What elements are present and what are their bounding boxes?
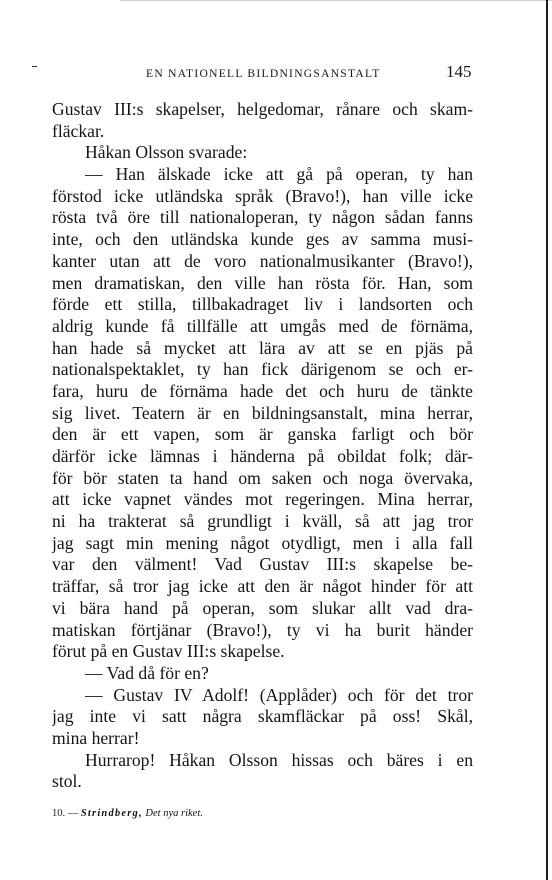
body-text: [52, 99, 473, 793]
signature-number: 10.: [52, 808, 66, 819]
text-line: kanter utan att de voro nationalmusikanter (Bravo!),: [52, 250, 473, 271]
text-line: men dramatiskan, den ville han rösta för. Han, som: [52, 272, 473, 293]
text-line: för bör staten ta hand om saken och noga övervaka,: [52, 467, 473, 488]
text-line: sig livet. Teatern är en bildningsanstalt, mina herrar,: [52, 402, 473, 423]
text-line: vi bära hand på operan, som slukar allt vad dra-: [52, 597, 473, 618]
text-line: mina herrar!: [52, 727, 140, 748]
running-head: EN NATIONELL BILDNINGSANSTALT: [146, 68, 381, 80]
text-line: — Vad då för en?: [85, 662, 209, 683]
text-line: ni ha trakterat så grundligt i kväll, så att jag tror: [52, 511, 473, 532]
page-number: 145: [446, 62, 472, 81]
text-line: inte, och den utländska kunde ges av samma musi-: [52, 229, 473, 250]
text-line: jag sagt min mening något otydligt, men i alla fall: [52, 532, 473, 553]
scan-edge-right: [546, 0, 548, 880]
text-line: fara, huru de förnäma hade det och huru de tänkte: [52, 380, 473, 401]
text-line: nationalspektaklet, ty han fick därigenom se och er-: [52, 359, 473, 380]
text-line: — Gustav IV Adolf! (Applåder) och för det tror: [85, 684, 473, 705]
signature-title: Det nya riket.: [145, 808, 203, 819]
text-line: att icke vapnet vändes mot regeringen. Mina herrar,: [52, 489, 473, 510]
margin-mark: [32, 66, 37, 67]
printer-signature: [52, 808, 203, 819]
text-line: rösta två öre till nationaloperan, ty någon sådan fanns: [52, 207, 473, 228]
signature-author: Strindberg,: [80, 808, 143, 819]
text-line: träffar, så tror jag icke att den är något hinder för att: [52, 576, 473, 597]
text-line: stol.: [52, 771, 82, 792]
text-line: aldrig kunde få tillfälle att umgås med de förnäma,: [52, 315, 473, 336]
text-line: därför icke lämnas i händerna på obildat folk; där-: [52, 446, 473, 466]
text-line: den är ett vapen, som är ganska farligt och bör: [52, 424, 473, 445]
text-line: förstod icke utländska språk (Bravo!), han ville icke: [52, 185, 473, 206]
scan-edge-top: [120, 0, 552, 1]
text-line: fläckar.: [52, 120, 105, 141]
signature-dash: —: [67, 808, 79, 819]
text-line: matiskan förtjänar (Bravo!), ty vi ha burit händer: [52, 619, 473, 640]
text-line: han hade så mycket att lära av att se en pjäs på: [52, 337, 473, 358]
text-line: Håkan Olsson svarade:: [85, 142, 248, 163]
text-line: förut på en Gustav III:s skapelse.: [52, 641, 285, 662]
text-line: Hurrarop! Håkan Olsson hissas och bäres i en: [85, 749, 473, 770]
text-line: Gustav III:s skapelser, helgedomar, rånare och skam-: [52, 99, 473, 119]
text-line: förde ett stilla, tillbakadraget liv i landsorten och: [52, 294, 473, 315]
text-line: — Han älskade icke att gå på operan, ty han: [85, 164, 473, 185]
text-line: var den välment! Vad Gustav III:s skapelse be-: [52, 554, 473, 575]
text-line: jag inte vi satt några skamfläckar på oss! Skål,: [52, 706, 473, 727]
